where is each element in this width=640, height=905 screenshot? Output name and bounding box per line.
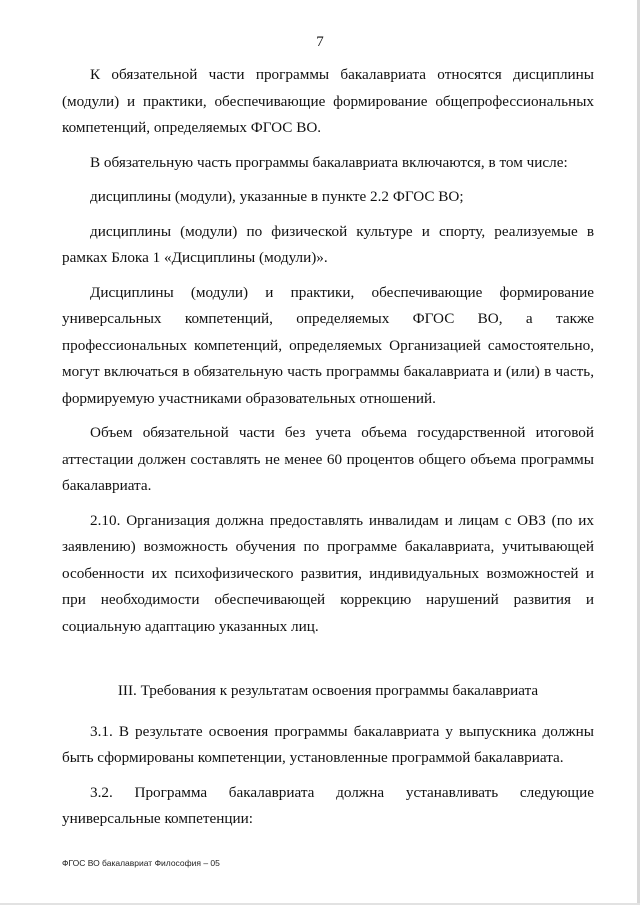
section-heading: III. Требования к результатам освоения программы бакалавриата <box>117 682 539 699</box>
document-footer: ФГОС ВО бакалавриат Философия – 05 <box>62 858 220 868</box>
paragraph-2-10: 2.10. Организация должна предоставлять инвалидам и лицам с ОВЗ (по их заявлению) возможность обучения по программе бакалавриата, учитывающей особенности их психофизического развития, индивидуальных возможностей и при необходимости обеспечивающей коррекцию нарушений развития и социальную адаптацию указанных лиц. <box>62 511 594 635</box>
paragraph-3-1: 3.1. В результате освоения программы бакалавриата у выпускника должны быть сформированы компетенции, установленные программой бакалавриата. <box>62 722 594 766</box>
paragraph-mandatory-part: К обязательной части программы бакалавриата относятся дисциплины (модули) и практики, обеспечивающие формирование общепрофессиональных компетенций, определяемых ФГОС ВО. <box>62 66 594 136</box>
paragraph-list-item-2: дисциплины (модули) по физической культуре и спорту, реализуемые в рамках Блока 1 «Дисциплины (модули)». <box>62 222 594 266</box>
paragraph-universal-competencies: Дисциплины (модули) и практики, обеспечивающие формирование универсальных компетенций, определяемых ФГОС ВО, а также профессиональных компетенций, определяемых Организацией самостоятельно, могут включаться в обязательную часть программы бакалавриата и (или) в часть, формируемую участниками образовательных отношений. <box>62 283 594 407</box>
page-number: 7 <box>316 34 324 50</box>
document-body <box>62 62 594 833</box>
paragraph-volume: Объем обязательной части без учета объема государственной итоговой аттестации должен составлять не менее 60 процентов общего объема программы бакалавриата. <box>62 424 594 494</box>
paragraph-includes: В обязательную часть программы бакалавриата включаются, в том числе: <box>90 153 568 171</box>
paragraph-list-item-1: дисциплины (модули), указанные в пункте 2.2 ФГОС ВО; <box>90 188 464 205</box>
paragraph-3-2: 3.2. Программа бакалавриата должна устанавливать следующие универсальные компетенции: <box>62 783 594 827</box>
